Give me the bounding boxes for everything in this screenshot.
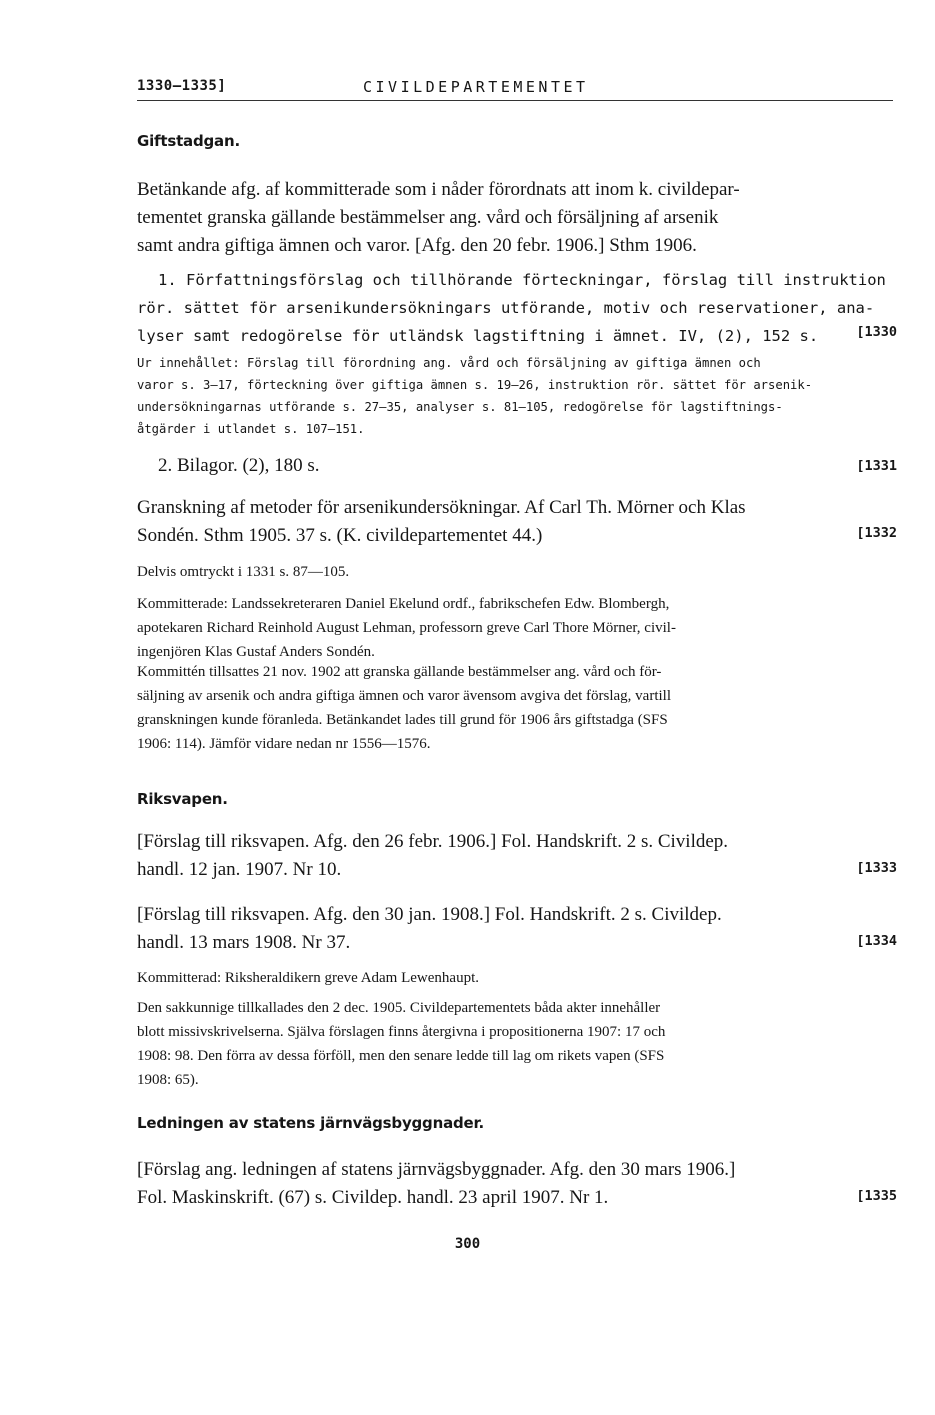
text-line: [Förslag ang. ledningen af statens järnvägsbyggnader. Afg. den 30 mars 1906.] xyxy=(137,1159,736,1180)
running-title: CIVILDEPARTEMENTET xyxy=(363,78,589,96)
text-line: 1906: 114). Jämför vidare nedan nr 1556—1576. xyxy=(137,736,431,752)
text-line: tementet granska gällande bestämmelser ang. vård och försäljning af arsenik xyxy=(137,207,719,228)
text-line: granskningen kunde föranleda. Betänkandet lades till grund för 1906 års giftstadga (SFS xyxy=(137,712,668,728)
text-line: [Förslag till riksvapen. Afg. den 30 jan. 1908.] Fol. Handskrift. 2 s. Civildep. xyxy=(137,904,722,925)
text-line: apotekaren Richard Reinhold August Lehman, professorn greve Carl Thore Mörner, civil- xyxy=(137,620,676,636)
section-heading-riksvapen: Riksvapen. xyxy=(137,790,228,808)
text-line: Sondén. Sthm 1905. 37 s. (K. civildepartementet 44.) xyxy=(137,525,543,546)
page-number: 300 xyxy=(454,1236,481,1252)
entry-number-1333: [1333 xyxy=(856,860,897,876)
committee-member: Kommitterad: Riksheraldikern greve Adam Lewenhaupt. xyxy=(137,970,479,986)
reprint-note: Delvis omtryckt i 1331 s. 87—105. xyxy=(137,564,350,580)
entry-number-1334: [1334 xyxy=(856,933,897,949)
section-heading-jarnvagsbyggnader: Ledningen av statens järnvägsbyggnader. xyxy=(137,1114,485,1132)
text-line: Granskning af metoder för arsenikundersökningar. Af Carl Th. Mörner och Klas xyxy=(137,497,746,518)
contents-note xyxy=(137,352,897,440)
text-line: Fol. Maskinskrift. (67) s. Civildep. handl. 23 april 1907. Nr 1. xyxy=(137,1187,609,1208)
text-line: Kommittén tillsattes 21 nov. 1902 att granska gällande bestämmelser ang. vård och för- xyxy=(137,664,662,680)
text-line: blott missivskrivelserna. Själva förslagen finns återgivna i propositionerna 1907: 17 och xyxy=(137,1024,666,1040)
entry-item-1 xyxy=(137,266,898,350)
entry-number-1331: [1331 xyxy=(856,458,897,474)
text-line: samt andra giftiga ämnen och varor. [Afg. den 20 febr. 1906.] Sthm 1906. xyxy=(137,235,697,256)
text-line: undersökningarnas utförande s. 27—35, analyser s. 81—105, redogörelse för lagstiftnings- xyxy=(137,400,783,414)
entry-granskning xyxy=(137,494,897,550)
text-line: [Förslag till riksvapen. Afg. den 26 febr. 1906.] Fol. Handskrift. 2 s. Civildep. xyxy=(137,831,729,852)
text-line: säljning av arsenik och andra giftiga ämnen och varor ävensom avgiva det förslag, vartill xyxy=(137,688,671,704)
entry-number-1335: [1335 xyxy=(856,1188,897,1204)
entry-jarnvagsbyggnader xyxy=(137,1156,897,1212)
committee-note xyxy=(137,660,897,756)
text-line: åtgärder i utlandet s. 107—151. xyxy=(137,422,365,436)
text-line: 1908: 98. Den förra av dessa förföll, men den senare ledde till lag om rikets vapen (SFS xyxy=(137,1048,665,1064)
page-range: 1330—1335] xyxy=(137,78,227,94)
section-heading-giftstadgan: Giftstadgan. xyxy=(137,132,240,150)
text-line: Kommitterade: Landssekreteraren Daniel Ekelund ordf., fabrikschefen Edw. Blombergh, xyxy=(137,596,670,612)
text-line: rör. sättet för arsenikundersökningars utförande, motiv och reservationer, ana- xyxy=(137,299,875,317)
text-line: handl. 13 mars 1908. Nr 37. xyxy=(137,932,351,953)
entry-betankande xyxy=(137,176,897,260)
entry-item-2: 2. Bilagor. (2), 180 s. xyxy=(158,455,320,476)
riksvapen-note xyxy=(137,996,897,1092)
committee-members xyxy=(137,592,897,664)
running-header xyxy=(137,78,893,101)
text-line: handl. 12 jan. 1907. Nr 10. xyxy=(137,859,342,880)
entry-number-1330: [1330 xyxy=(856,324,897,340)
text-line: 1. Författningsförslag och tillhörande förteckningar, förslag till instruktion xyxy=(158,271,886,289)
text-line: varor s. 3—17, förteckning över giftiga ämnen s. 19—26, instruktion rör. sättet för arsenik- xyxy=(137,378,813,392)
text-line: 1908: 65). xyxy=(137,1072,199,1088)
entry-number-1332: [1332 xyxy=(856,525,897,541)
text-line: Den sakkunnige tillkallades den 2 dec. 1905. Civildepartementets båda akter innehåller xyxy=(137,1000,661,1016)
entry-riksvapen-1906 xyxy=(137,828,897,884)
text-line: ingenjören Klas Gustaf Anders Sondén. xyxy=(137,644,375,660)
text-line: Betänkande afg. af kommitterade som i nåder förordnats att inom k. civildepar- xyxy=(137,179,740,200)
text-line: lyser samt redogörelse för utländsk lagstiftning i ämnet. IV, (2), 152 s. xyxy=(137,327,819,345)
text-line: Ur innehållet: Förslag till förordning ang. vård och försäljning av giftiga ämnen och xyxy=(137,356,761,370)
entry-riksvapen-1908 xyxy=(137,901,897,957)
